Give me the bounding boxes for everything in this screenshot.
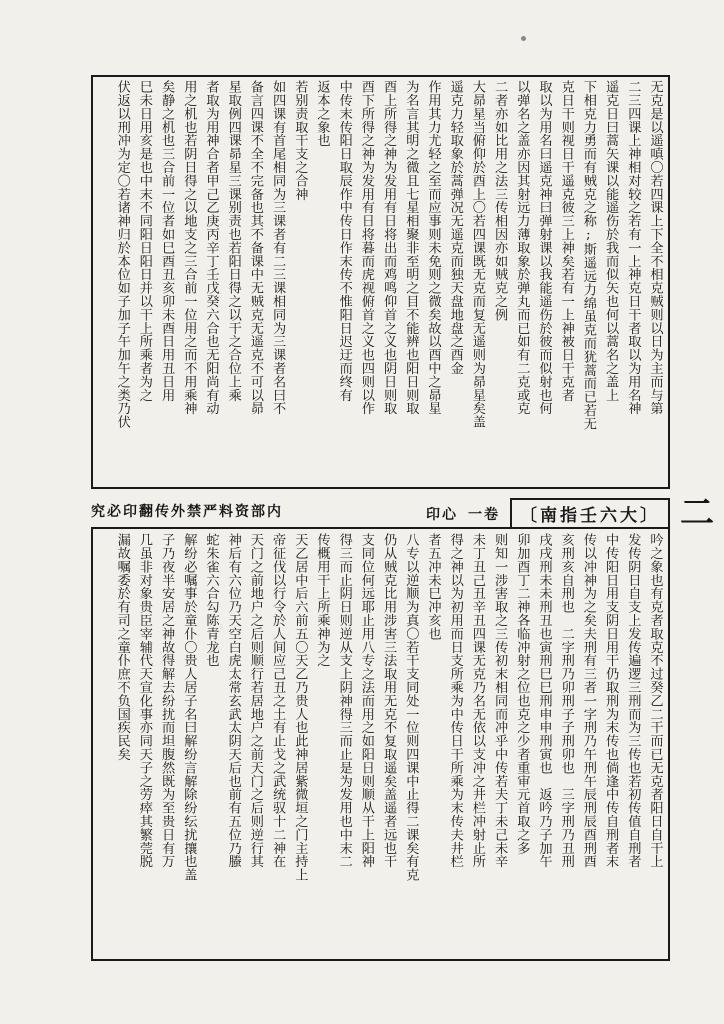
text-column: 支同位何远耶止用八专之法而用之如阳日则顺从干上阳神 <box>358 533 374 868</box>
text-column: 无克是以遥嗔〇若四课上下全不相克贼则以日为主而与第 <box>647 80 663 415</box>
text-column: 蛇朱雀六合勾陈青龙也 <box>203 533 219 667</box>
text-column: 几虽非对象贵臣宰辅代天宣化事亦同天子之劳瘁其繁莞脱 <box>136 533 152 868</box>
text-column: 备言四课不全不完备也其不备课中无贼克无遥克不可以昴 <box>247 80 263 415</box>
text-column: 神后有六位乃天空白虎太常玄武太阴天后也前有五位乃螣 <box>225 533 241 868</box>
text-column: 若别责取干支之合神 <box>292 80 308 201</box>
text-column: 帝征伐以行令於人间应己丑之土有止戈之武统驭十二神在 <box>270 533 286 868</box>
text-column: 下相克力勇而有贼克之称;斯遥远力绵虽克而犹蒿而已若无 <box>580 80 596 431</box>
text-column: 者五冲未巳冲亥也 <box>425 533 441 641</box>
text-column: 发传阴日自支上发传遍逻三刑而为三传也若初传值自刑者 <box>625 533 641 868</box>
text-column: 子乃夜半安居之神故得解去纷扰而坦腹然既为至贵日有万 <box>159 533 175 868</box>
text-column: 二三四课上神相对较之若有一上神克日干者取以为用名神 <box>625 80 641 415</box>
text-column: 传以冲神为之矣夫刑有三者一字刑乃午刑午辰刑辰酉刑酉 <box>580 533 596 868</box>
text-column: 天门之前地户之后则顺行若居地户之前天门之后则逆行其 <box>247 533 263 868</box>
text-column: 解纷必嘱事於童仆〇贵人居子名曰解纷言解除纷纭扰攘也盖 <box>181 533 197 882</box>
text-column: 天乙居中后六前五〇天乙乃贵人也此神居紫微垣之门主持上 <box>292 533 308 882</box>
volume-number: 一卷 <box>468 506 500 523</box>
text-column: 为名言其明之微且七星相聚非至明之目不能辨也阳日则取 <box>403 80 419 415</box>
text-column: 戌戌刑未未刑丑也寅刑巳巳刑申申刑寅也 返吟乃子加午 <box>536 533 552 868</box>
text-column: 巳未日用亥是也中末不同阳日阳日并以干上所乘者为之 <box>136 80 152 402</box>
text-column: 未丁丑己丑辛丑四课无克乃名无依以支冲之井栏冲射止所 <box>469 533 485 868</box>
ink-smudge <box>521 36 526 41</box>
center-strip <box>91 497 670 526</box>
text-column: 吟之象也有克者取克不过癸乙二干而已无克者阳日自干上 <box>647 533 663 868</box>
text-column: 伏返以刑冲为定〇若诸神归於本位如子加子午加午之类乃伏 <box>114 80 130 429</box>
book-title: 〔南指壬六大〕 <box>510 498 670 529</box>
text-column: 得之神以为初用而日支所乘为中传日干所乘为末传夫井栏 <box>447 533 463 868</box>
text-column: 遥克日曰蒿矢课以能遥伤於我而似矢也何以蒿名之盖上 <box>603 80 619 402</box>
text-column: 卯加酉丁二神各临冲射之位也克之少者重审元首取之多 <box>514 533 530 855</box>
text-column: 传概用干上所乘神为之 <box>314 533 330 667</box>
text-column: 则知一涉害取之三传初末相同而冲乎中传若夫丁未己未辛 <box>492 533 508 868</box>
text-column: 酉下所得之神为发用有日将暮而虎视俯首之义也四则以作 <box>358 80 374 415</box>
text-column: 作用其力尤轻之至而应事则未免则之微矣故以酉中之昴星 <box>425 80 441 415</box>
text-column: 星取例四课昴星三课别责也若阳日得之以干之合位上乘 <box>225 80 241 402</box>
text-column: 遥克力轻取象於蒿弹况无遥克而独天盘地盘之酉金 <box>447 80 463 375</box>
text-column: 以弹名之盖亦因其射远力薄取象於弹丸而已如有二克或克 <box>514 80 530 415</box>
text-column: 八专以逆顺为真〇若干支同处一位则四课中止得二课矣有克 <box>403 533 419 882</box>
text-column: 如四课有首尾相同为三课者有二三课相同为三课者名曰不 <box>270 80 286 415</box>
text-column: 二者亦如比用之法三传相因亦如贼克之例 <box>492 80 508 322</box>
text-column: 酉上所得之神为发用有日将出而鸡鸣仰首之义也阴日则取 <box>381 80 397 415</box>
text-column: 矣静之机也三合前一位者如巳酉丑亥卯未酉日用丑日用 <box>159 80 175 402</box>
text-column: 漏故嘱委於有司之童仆庶不负国疾民矣 <box>114 533 130 761</box>
book-header <box>426 498 670 529</box>
copyright-notice: 究必印翻传外禁严料资部内 <box>91 504 283 520</box>
text-column: 亥刑亥自刑也 二字刑乃卯刑子子刑卯也 三字刑乃丑刑 <box>558 533 574 868</box>
text-column: 用之机也若阴日得之以地支之三合前一位用之而不用乘神 <box>181 80 197 415</box>
folio-marker: 二 <box>680 493 714 533</box>
text-column: 取以为用名曰遥克神曰弹射课以我能遥伤於彼而似射也何 <box>536 80 552 415</box>
text-column: 返本之象也 <box>314 80 330 147</box>
text-column: 中传阳日用支阴日用干仍取刑为末传也倘逢中传自刑者末 <box>603 533 619 868</box>
text-column: 中传末传阳日取辰作中传日作末传不惟阳日迟迂而终有 <box>336 80 352 402</box>
seal-text: 印心 <box>426 506 458 523</box>
text-column: 仍从贼克比用涉害三法取用无克不复取遥矣盖遥者远也干 <box>381 533 397 868</box>
text-column: 大昴星当俯仰於酉上〇若四课既无克而复无遥则为昴星矣盖 <box>469 80 485 429</box>
text-column: 者取为用神合者甲己乙庚丙辛丁壬戊癸六合也无阳尚有动 <box>203 80 219 415</box>
text-column: 得三而止阴日则逆从支上阴神得三而止是为发用也中末二 <box>336 533 352 868</box>
text-column: 克日干则视日干遥克彼三上神矣若有一上神被日干克者 <box>558 80 574 402</box>
